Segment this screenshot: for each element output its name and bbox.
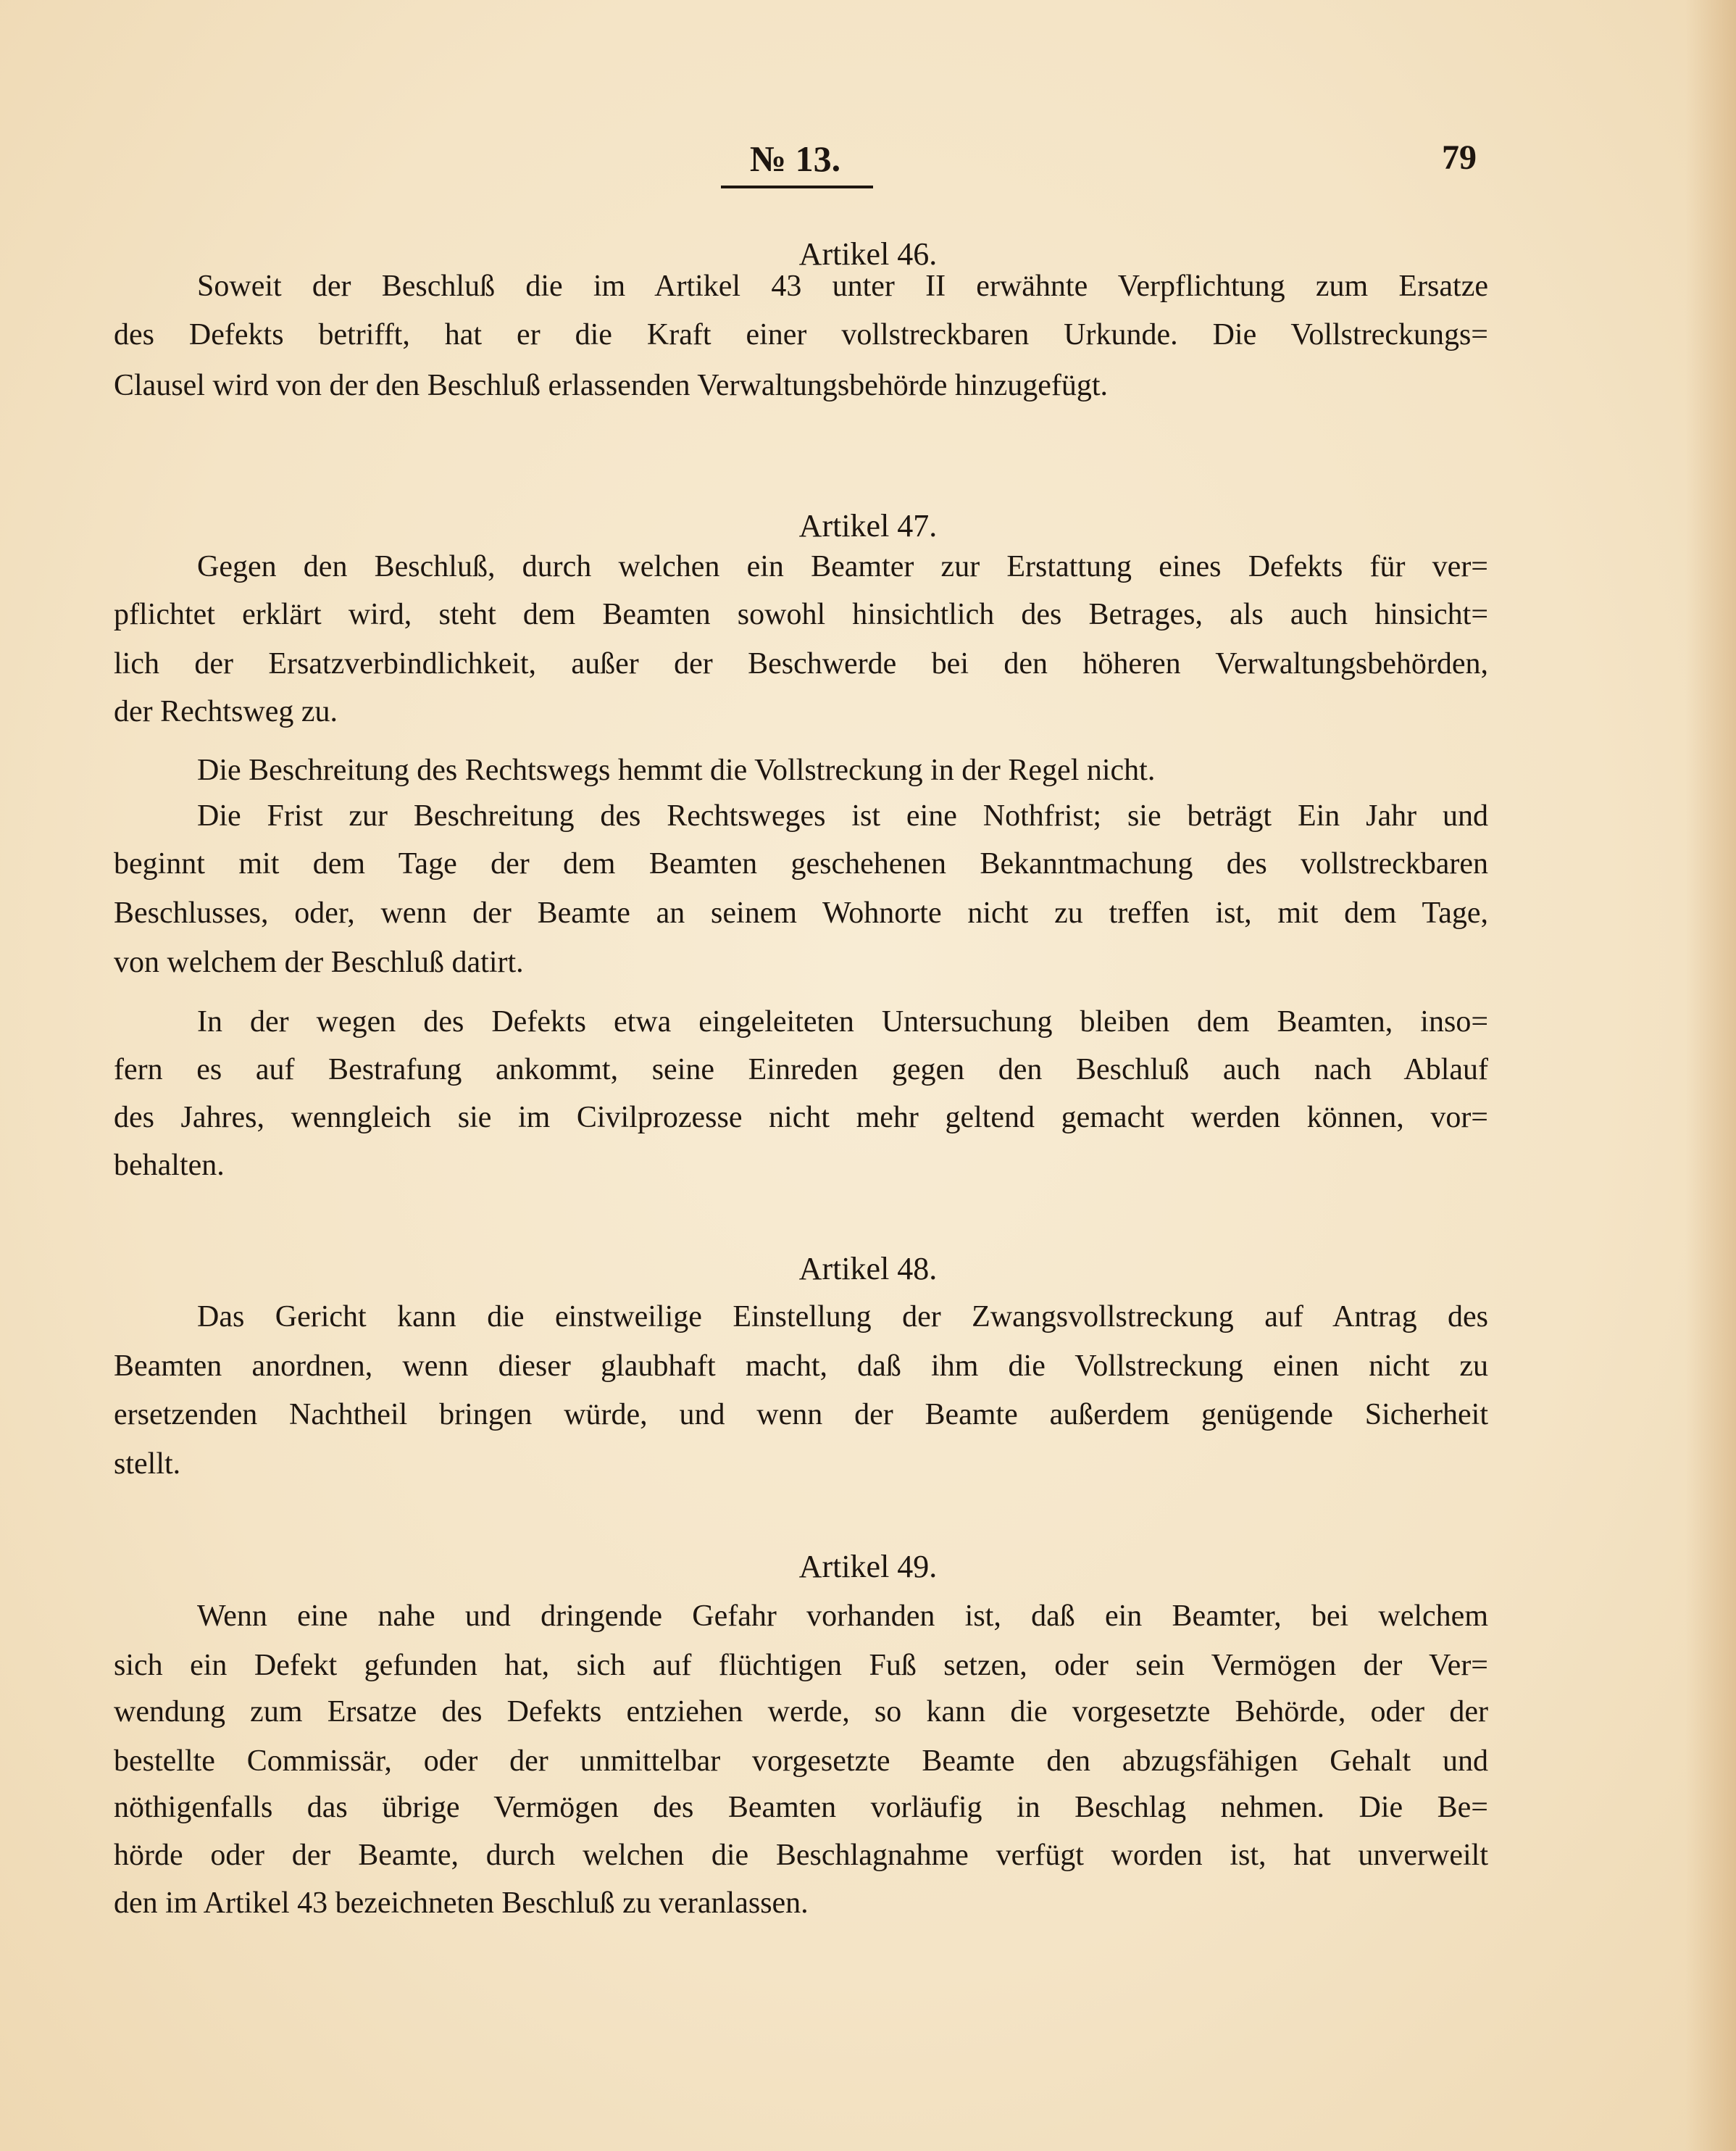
text-line: Soweit der Beschluß die im Artikel 43 unter II erwähnte Verpflichtung zum Ersatze — [197, 270, 1488, 303]
text-line: hörde oder der Beamte, durch welchen die Beschlagnahme verfügt worden ist, hat unverweilt — [114, 1839, 1488, 1872]
page-number: 79 — [1442, 138, 1477, 177]
page-edge-shading — [1685, 0, 1736, 2151]
text-line: Clausel wird von der den Beschluß erlassenden Verwaltungsbehörde hinzugefügt. — [114, 369, 1109, 402]
text-line: Das Gericht kann die einstweilige Einstellung der Zwangsvollstreckung auf Antrag des — [197, 1300, 1488, 1334]
article-heading: Artikel 46. — [798, 236, 938, 272]
article-heading: Artikel 47. — [798, 508, 938, 544]
header-rule — [721, 186, 873, 188]
text-line: In der wegen des Defekts etwa eingeleiteten Untersuchung bleiben dem Beamten, inso= — [197, 1005, 1488, 1039]
text-line: nöthigenfalls das übrige Vermögen des Beamten vorläufig in Beschlag nehmen. Die Be= — [114, 1791, 1488, 1824]
text-line: sich ein Defekt gefunden hat, sich auf flüchtigen Fuß setzen, oder sein Vermögen der Ver= — [114, 1649, 1488, 1682]
text-line: behalten. — [114, 1149, 225, 1182]
text-line: Wenn eine nahe und dringende Gefahr vorhanden ist, daß ein Beamter, bei welchem — [197, 1599, 1488, 1633]
text-line: der Rechtsweg zu. — [114, 695, 338, 728]
text-line: ersetzenden Nachtheil bringen würde, und wenn der Beamte außerdem genügende Sicherheit — [114, 1398, 1488, 1431]
text-line: des Defekts betrifft, hat er die Kraft einer vollstreckbaren Urkunde. Die Vollstreckungs= — [114, 318, 1488, 351]
text-line: den im Artikel 43 bezeichneten Beschluß zu veranlassen. — [114, 1886, 809, 1920]
text-line: Die Frist zur Beschreitung des Rechtsweges ist eine Nothfrist; sie beträgt Ein Jahr und — [197, 799, 1488, 833]
text-line: bestellte Commissär, oder der unmittelbar vorgesetzte Beamte den abzugsfähigen Gehalt und — [114, 1744, 1488, 1778]
text-line: stellt. — [114, 1447, 181, 1481]
text-line: fern es auf Bestrafung ankommt, seine Einreden gegen den Beschluß auch nach Ablauf — [114, 1053, 1488, 1086]
article-heading: Artikel 49. — [798, 1549, 938, 1584]
article-heading: Artikel 48. — [798, 1251, 938, 1286]
text-line: von welchem der Beschluß datirt. — [114, 946, 524, 979]
text-line: Beschlusses, oder, wenn der Beamte an seinem Wohnorte nicht zu treffen ist, mit dem Tage, — [114, 896, 1488, 930]
text-line: Die Beschreitung des Rechtswegs hemmt die Vollstreckung in der Regel nicht. — [197, 754, 1156, 787]
text-line: lich der Ersatzverbindlichkeit, außer der Beschwerde bei den höheren Verwaltungsbehörden, — [114, 647, 1488, 681]
text-line: des Jahres, wenngleich sie im Civilprozesse nicht mehr geltend gemacht werden können, vor= — [114, 1101, 1488, 1134]
text-line: beginnt mit dem Tage der dem Beamten geschehenen Bekanntmachung des vollstreckbaren — [114, 847, 1488, 881]
issue-number: № 13. — [749, 138, 841, 179]
text-line: Beamten anordnen, wenn dieser glaubhaft macht, daß ihm die Vollstreckung einen nicht zu — [114, 1349, 1488, 1383]
text-line: Gegen den Beschluß, durch welchen ein Beamter zur Erstattung eines Defekts für ver= — [197, 550, 1488, 583]
text-line: wendung zum Ersatze des Defekts entziehen werde, so kann die vorgesetzte Behörde, oder der — [114, 1695, 1488, 1728]
text-line: pflichtet erklärt wird, steht dem Beamten sowohl hinsichtlich des Betrages, als auch hinsicht= — [114, 598, 1488, 631]
